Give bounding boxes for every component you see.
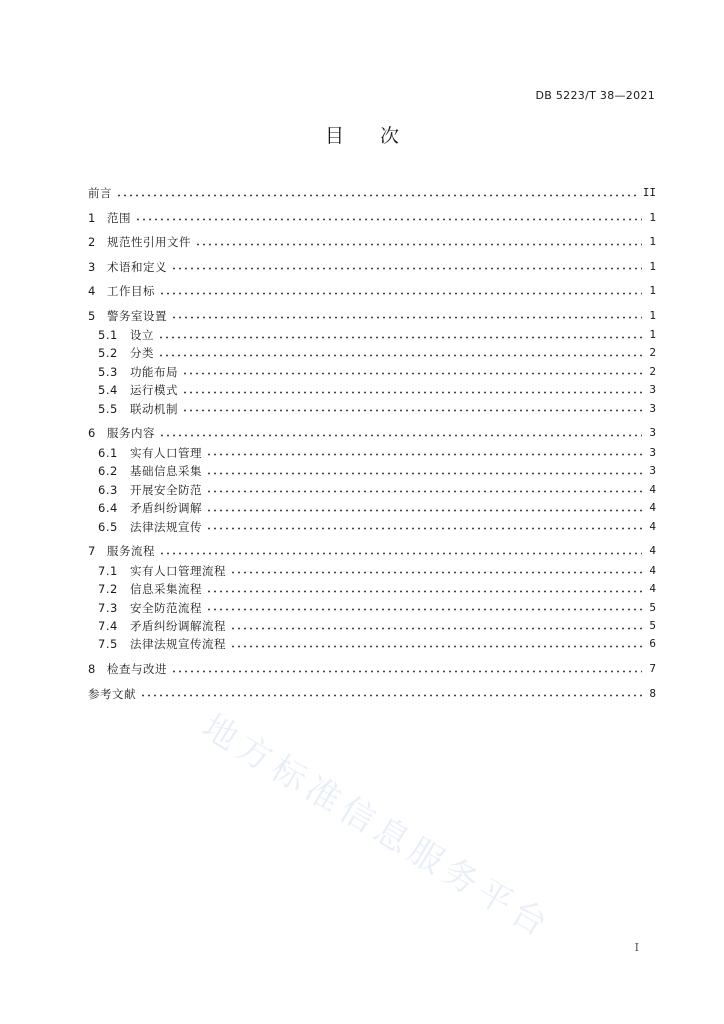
toc-entry-label: 参考文献 [88,686,136,701]
toc-dot-leader [159,434,642,437]
toc-entry-number: 7.4 [98,619,118,633]
toc-entry-label: 运行模式 [130,383,178,398]
toc-entry-number: 5.4 [98,383,118,398]
toc-subentry[interactable] [88,562,656,580]
toc-entry-page: 3 [649,383,656,397]
document-code: DB 5223/T 38—2021 [535,89,655,102]
toc-dot-leader [135,218,642,221]
toc-entry-page: 8 [649,686,656,700]
toc-entry-label: 信息采集流程 [130,582,202,597]
toc-entry-label: 分类 [130,346,154,361]
toc-subentry[interactable] [88,599,656,617]
toc-dot-leader [116,194,639,197]
toc-entry-page: 1 [649,210,656,224]
toc-entry-number: 7.2 [98,582,118,597]
toc-dot-leader [182,409,642,412]
toc-entry-number: 1 [88,210,96,225]
toc-dot-leader [206,527,642,530]
toc-entry-page: 1 [649,259,656,273]
toc-dot-leader [230,645,642,648]
toc-entry-number: 7 [88,544,96,559]
toc-entry-page: 4 [649,519,656,533]
toc-entry-label: 检查与改进 [107,662,167,677]
toc-entry-number: 4 [88,284,96,298]
toc-entry-label: 服务内容 [107,426,155,441]
toc-entry-page: 6 [649,637,656,651]
toc-entry-number: 5 [88,308,96,323]
toc-entry-page: 1 [649,284,656,297]
toc-entry[interactable] [88,424,656,442]
toc-entry-label: 开展安全防范 [130,482,202,497]
toc-entry-number: 7.5 [98,637,118,652]
toc-entry-number: 5.3 [98,364,118,379]
toc-entry-page: 7 [649,662,656,676]
toc-dot-leader [206,608,642,611]
toc-dot-leader [182,391,642,394]
toc-subentry[interactable] [88,462,656,480]
toc-entry-label: 联动机制 [130,401,178,416]
toc-entry[interactable] [88,542,656,560]
footer-page-number: I [634,941,639,954]
toc-entry-page: 1 [649,328,656,341]
toc-entry-label: 安全防范流程 [130,600,202,615]
toc-dot-leader [206,590,642,593]
toc-dot-leader [171,267,642,270]
toc-entry-number: 7.3 [98,600,118,615]
toc-entry-page: 4 [649,482,656,496]
toc-entry-label: 功能布局 [130,364,178,379]
toc-dot-leader [159,552,642,555]
toc-subentry[interactable] [88,400,656,418]
toc-entry-label: 实有人口管理 [130,445,202,460]
toc-entry-label: 法律法规宣传流程 [130,637,226,652]
toc-entry-label: 设立 [130,328,154,342]
toc-entry-number: 6.2 [98,464,118,479]
toc-entry-number: 5.1 [98,328,118,342]
toc-dot-leader [171,316,642,319]
toc-dot-leader [171,670,642,673]
toc-dot-leader [230,571,642,574]
toc-entry[interactable] [88,685,656,703]
toc-entry-number: 8 [88,662,96,677]
toc-dot-leader [206,453,642,456]
toc-subentry[interactable] [88,444,656,462]
toc-entry-page: 4 [649,501,656,515]
toc-entry-label: 前言 [88,186,112,200]
toc-entry[interactable] [88,258,656,276]
toc-entry[interactable] [88,184,656,202]
toc-entry-page: 5 [649,619,656,632]
toc-entry-number: 5.5 [98,401,118,416]
toc-entry-label: 术语和定义 [107,259,167,274]
toc-subentry[interactable] [88,518,656,536]
toc-entry-page: 2 [649,364,656,378]
toc-dot-leader [140,694,642,697]
toc-entry-page: 3 [649,464,656,478]
toc-entry-page: 5 [649,600,656,614]
toc-entry-number: 5.2 [98,346,118,361]
toc-entry-label: 实有人口管理流程 [130,563,226,578]
toc-entry-label: 基础信息采集 [130,464,202,479]
toc-entry-page: 3 [649,426,656,440]
toc-subentry[interactable] [88,363,656,381]
toc-entry-number: 6.3 [98,482,118,497]
toc-subentry[interactable] [88,481,656,499]
toc-dot-leader [158,354,642,357]
toc-entry-number: 6.1 [98,445,118,460]
toc-entry-page: 3 [649,401,656,415]
toc-entry-page: 1 [649,235,656,248]
toc-entry-label: 工作目标 [107,284,155,298]
toc-subentry[interactable] [88,499,656,517]
toc-subentry[interactable] [88,580,656,598]
toc-entry-page: 4 [649,544,656,558]
toc-entry-number: 6.4 [98,501,118,516]
toc-entry[interactable] [88,307,656,325]
toc-entry-page: II [642,186,656,199]
toc-entry-page: 3 [649,445,656,459]
toc-title: 目次 [324,125,435,147]
watermark: 地方标准信息服务平台 [195,706,559,948]
toc-entry[interactable] [88,233,656,251]
toc-entry-number: 6.5 [98,519,118,534]
toc-dot-leader [182,372,642,375]
toc-entry-page: 1 [649,308,656,322]
toc-subentry[interactable] [88,326,656,344]
toc-subentry[interactable] [88,381,656,399]
toc-entry-label: 警务室设置 [107,308,167,323]
toc-entry-label: 范围 [107,210,131,225]
toc-entry-page: 4 [649,582,656,596]
toc-subentry[interactable] [88,635,656,653]
toc-entry-page: 4 [649,563,656,577]
toc-dot-leader [206,472,642,475]
toc-subentry[interactable] [88,344,656,362]
toc-entry-label: 规范性引用文件 [107,235,191,249]
toc-entry-label: 矛盾纠纷调解 [130,501,202,516]
toc-dot-leader [230,627,642,630]
toc-dot-leader [206,490,642,493]
toc-entry-number: 7.1 [98,563,118,578]
toc-entry-label: 矛盾纠纷调解流程 [130,619,226,633]
toc-entry-number: 3 [88,259,96,274]
toc-dot-leader [195,243,642,246]
toc-entry-number: 2 [88,235,96,249]
toc-entry-page: 2 [649,346,656,360]
toc-entry[interactable] [88,660,656,678]
toc-entry-number: 6 [88,426,96,441]
toc-subentry[interactable] [88,617,656,635]
toc-dot-leader [159,292,642,295]
toc-dot-leader [158,336,642,339]
toc-entry-label: 法律法规宣传 [130,519,202,534]
toc-dot-leader [206,509,642,512]
toc-entry[interactable] [88,282,656,300]
toc-entry[interactable] [88,209,656,227]
toc-entry-label: 服务流程 [107,544,155,559]
